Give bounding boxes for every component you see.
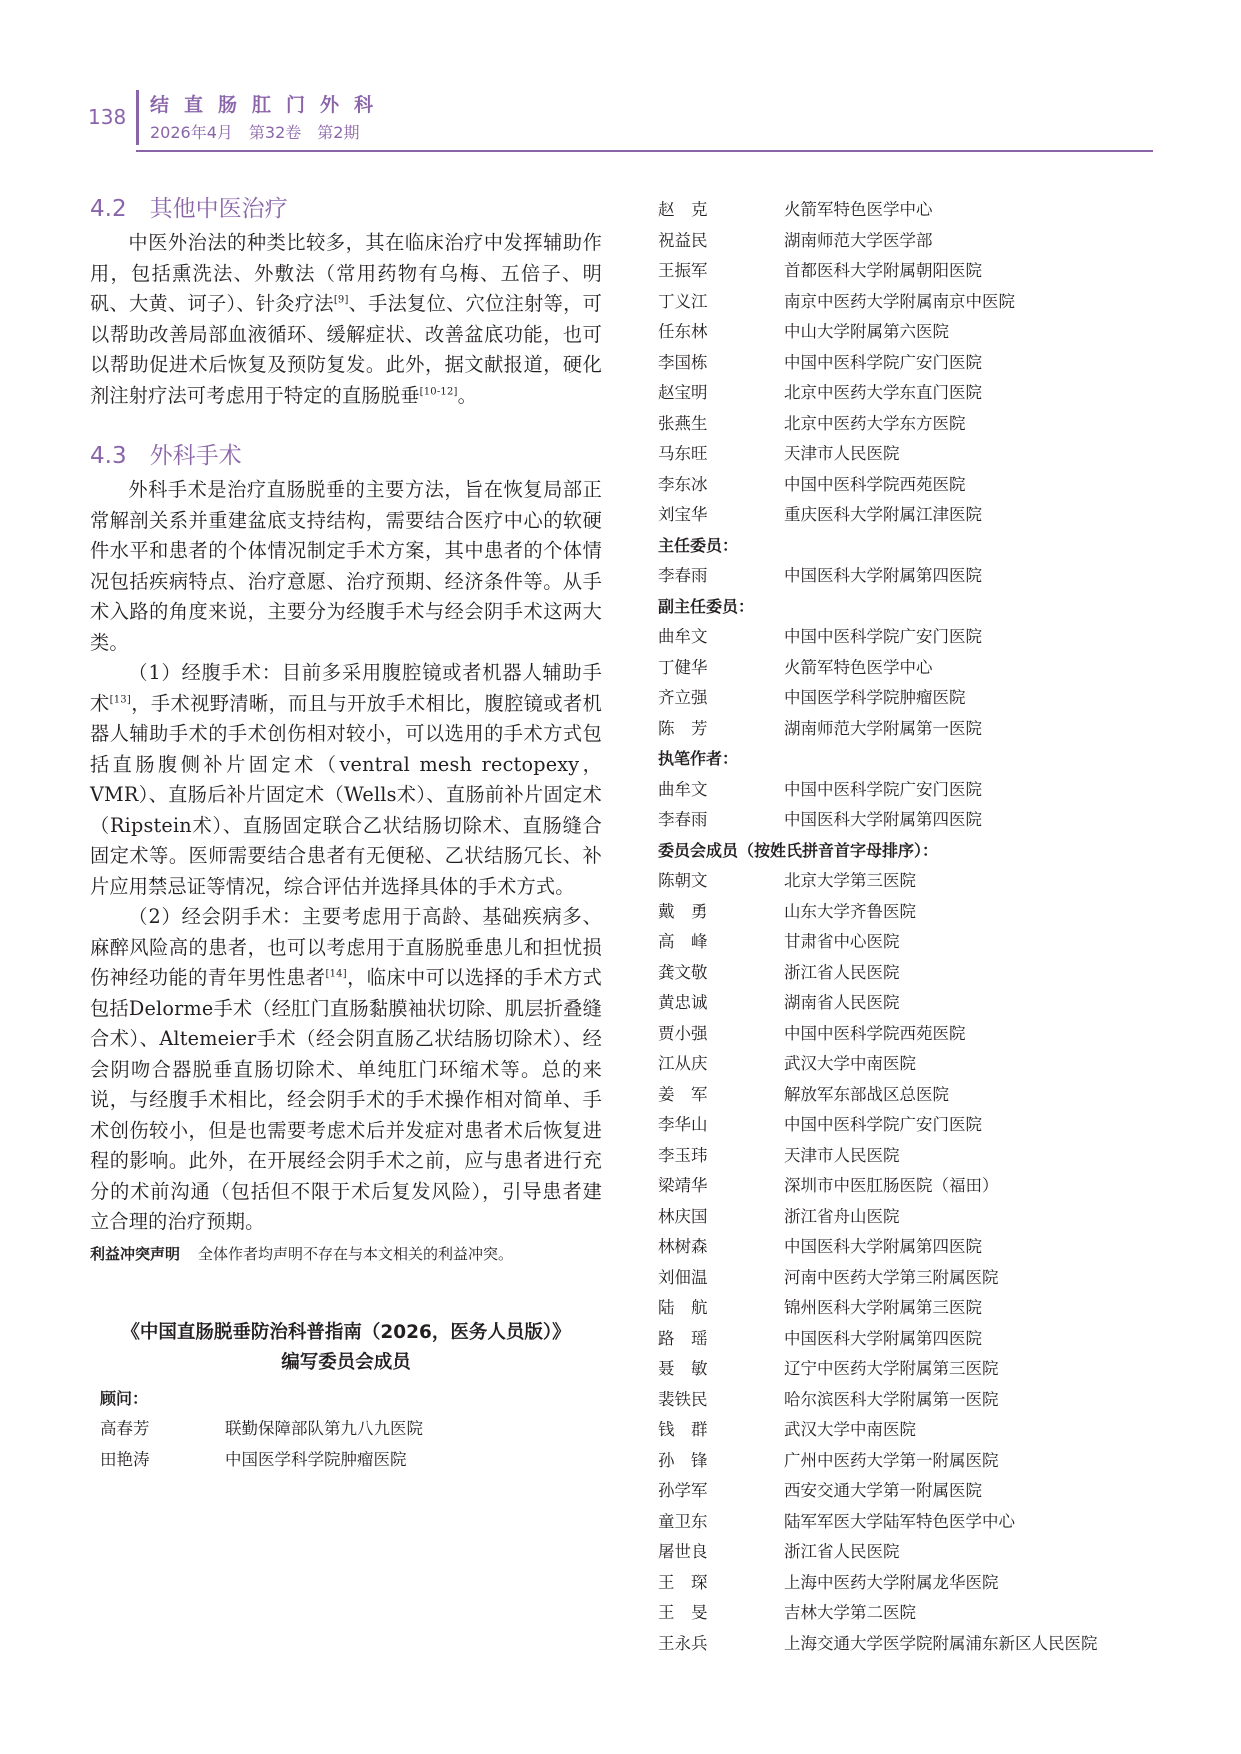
member-name: 黄忠诚 xyxy=(658,993,708,1012)
member-name: 孙学军 xyxy=(658,1481,708,1500)
conflict-text: 全体作者均声明不存在与本文相关的利益冲突。 xyxy=(198,1244,514,1263)
committee-group-label: 主任委员： xyxy=(658,535,739,555)
committee-member-row xyxy=(658,1507,1158,1538)
committee-right-list xyxy=(658,195,1158,1659)
committee-member-row xyxy=(658,348,1158,379)
member-name: 童卫东 xyxy=(658,1511,708,1531)
member-affiliation: 湖南省人民医院 xyxy=(784,993,900,1012)
body-paragraph: 外科手术是治疗直肠脱垂的主要方法，旨在恢复局部正常解剖关系并重建盆底支持结构，需要结合医疗中心的软硬件水平和患者的个体情况制定手术方案，其中患者的个体情况包括疾病特点、治疗意愿、治疗预期、经济条件等。从手术入路的角度来说，主要分为经腹手术与经会阴手术这两大类。 xyxy=(90,478,602,654)
committee-member-row xyxy=(658,775,1158,806)
committee-member-row xyxy=(658,866,1158,897)
member-affiliation: 甘肃省中心医院 xyxy=(784,932,900,951)
committee-member-row xyxy=(658,1385,1158,1416)
member-affiliation: 哈尔滨医科大学附属第一医院 xyxy=(784,1389,999,1409)
member-affiliation: 山东大学齐鲁医院 xyxy=(784,901,916,921)
member-name: 任东林 xyxy=(658,322,708,341)
page-number: 138 xyxy=(88,105,127,129)
member-name: 刘佃温 xyxy=(658,1267,708,1287)
member-affiliation: 湖南师范大学医学部 xyxy=(784,230,933,250)
member-name: 田艳涛 xyxy=(100,1449,150,1469)
member-name: 赵 克 xyxy=(658,200,708,219)
member-affiliation: 中国医科大学附属第四医院 xyxy=(784,566,982,585)
member-name: 刘宝华 xyxy=(658,505,708,524)
member-name: 路 瑶 xyxy=(658,1328,708,1348)
member-name: 聂 敏 xyxy=(658,1359,708,1378)
member-name: 孙 锋 xyxy=(658,1450,708,1470)
committee-title-line1: 《中国直肠脱垂防治科普指南（2026，医务人员版）》 xyxy=(121,1321,571,1343)
member-affiliation: 吉林大学第二医院 xyxy=(784,1603,916,1622)
committee-title xyxy=(90,1318,602,1378)
member-affiliation: 中国医学科学院肿瘤医院 xyxy=(784,688,966,707)
committee-member-row xyxy=(658,1629,1158,1660)
body-paragraph: 中医外治法的种类比较多，其在临床治疗中发挥辅助作用，包括熏洗法、外敷法（常用药物有乌梅、五倍子、明矾、大黄、诃子）、针灸疗法[9]、手法复位、穴位注射等，可以帮助改善局部血液循环、缓解症状、改善盆底功能，也可以帮助促进术后恢复及预防复发。此外，据文献报道，硬化剂注射疗法可考虑用于特定的直肠脱垂[10-12]。 xyxy=(90,231,602,407)
committee-group-label: 委员会成员（按姓氏拼音首字母排序）： xyxy=(658,840,939,860)
member-affiliation: 重庆医科大学附属江津医院 xyxy=(784,505,982,524)
header-rule xyxy=(136,150,1153,152)
committee-member-row xyxy=(658,1354,1158,1385)
committee-title-line2: 编写委员会成员 xyxy=(281,1351,411,1373)
header-divider xyxy=(136,90,139,145)
member-name: 戴 勇 xyxy=(658,901,708,921)
member-affiliation: 天津市人民医院 xyxy=(784,1145,900,1165)
committee-group-label: 副主任委员： xyxy=(658,596,755,616)
committee-member-row xyxy=(658,1476,1158,1507)
committee-member-row xyxy=(658,653,1158,684)
member-affiliation: 浙江省舟山医院 xyxy=(784,1206,900,1226)
member-affiliation: 上海交通大学医学院附属浦东新区人民医院 xyxy=(784,1633,1098,1653)
conflict-label: 利益冲突声明 xyxy=(90,1244,181,1263)
member-name: 姜 军 xyxy=(658,1084,708,1104)
committee-member-row xyxy=(658,1568,1158,1599)
member-affiliation: 中国中医科学院广安门医院 xyxy=(784,779,982,799)
member-affiliation: 广州中医药大学第一附属医院 xyxy=(784,1450,999,1470)
conflict-statement xyxy=(90,1242,602,1266)
member-affiliation: 南京中医药大学附属南京中医院 xyxy=(784,291,1015,311)
member-name: 林树森 xyxy=(658,1237,708,1256)
member-name: 龚文敬 xyxy=(658,962,708,982)
member-name: 裴铁民 xyxy=(658,1389,708,1409)
member-name: 张燕生 xyxy=(658,413,708,433)
committee-member-row xyxy=(658,1232,1158,1263)
member-affiliation: 中国中医科学院广安门医院 xyxy=(784,352,982,372)
member-affiliation: 火箭军特色医学中心 xyxy=(784,200,933,219)
member-affiliation: 中国中医科学院广安门医院 xyxy=(784,627,982,646)
member-name: 王 旻 xyxy=(658,1603,708,1622)
committee-member-row xyxy=(658,1019,1158,1050)
body-paragraph: （1）经腹手术：目前多采用腹腔镜或者机器人辅助手术[13]，手术视野清晰，而且与开放手术相比，腹腔镜或者机器人辅助手术的手术创伤相对较小，可以选用的手术方式包括直肠腹侧补片固定术（ventral mesh rectopexy，VMR）、直肠后补片固定术（Wells术）、直肠前补片固定术（Ripstein术）、直肠固定联合乙状结肠切除术、直肠缝合固定术等。医师需要结合患者有无便秘、乙状结肠冗长、补片应用禁忌证等情况，综合评估并选择具体的手术方式。 xyxy=(90,661,602,898)
committee-member-row xyxy=(658,256,1158,287)
committee-member-row xyxy=(658,500,1158,531)
member-name: 高 峰 xyxy=(658,932,708,951)
member-name: 屠世良 xyxy=(658,1542,708,1561)
committee-left-list xyxy=(90,1384,602,1476)
journal-title: 结直肠肛门外科 xyxy=(150,94,389,116)
member-name: 丁健华 xyxy=(658,657,708,677)
member-name: 钱 群 xyxy=(658,1420,708,1439)
committee-member-row xyxy=(658,1324,1158,1355)
committee-member-row xyxy=(658,1537,1158,1568)
committee-member-row xyxy=(658,378,1158,409)
committee-member-row xyxy=(658,683,1158,714)
member-name: 陈 芳 xyxy=(658,718,708,738)
member-affiliation: 锦州医科大学附属第三医院 xyxy=(784,1298,982,1317)
member-name: 陆 航 xyxy=(658,1298,708,1317)
member-name: 李玉玮 xyxy=(658,1145,708,1165)
member-name: 王永兵 xyxy=(658,1633,708,1653)
member-affiliation: 解放军东部战区总医院 xyxy=(784,1084,949,1104)
committee-member-row xyxy=(658,439,1158,470)
committee-member-row xyxy=(658,805,1158,836)
member-affiliation: 辽宁中医药大学附属第三医院 xyxy=(784,1359,999,1378)
member-name: 祝益民 xyxy=(658,230,708,250)
committee-member-row xyxy=(658,622,1158,653)
member-affiliation: 武汉大学中南医院 xyxy=(784,1420,916,1439)
member-name: 丁义江 xyxy=(658,291,708,311)
committee-member-row xyxy=(658,988,1158,1019)
committee-member-row xyxy=(658,287,1158,318)
member-affiliation: 上海中医药大学附属龙华医院 xyxy=(784,1572,999,1592)
member-name: 高春芳 xyxy=(100,1419,150,1438)
committee-group-label: 顾问： xyxy=(100,1388,149,1408)
committee-member-row xyxy=(658,226,1158,257)
committee-member-row xyxy=(658,1263,1158,1294)
member-affiliation: 武汉大学中南医院 xyxy=(784,1054,916,1073)
member-affiliation: 中国医学科学院肿瘤医院 xyxy=(225,1449,407,1469)
committee-member-row xyxy=(658,1141,1158,1172)
committee-member-row xyxy=(658,1598,1158,1629)
member-name: 曲牟文 xyxy=(658,779,708,799)
member-name: 李华山 xyxy=(658,1115,708,1134)
section-heading: 4.3 外科手术 xyxy=(90,443,242,469)
committee-member-row xyxy=(658,317,1158,348)
member-affiliation: 中国医科大学附属第四医院 xyxy=(784,810,982,829)
member-affiliation: 中国中医科学院西苑医院 xyxy=(784,1023,966,1043)
committee-member-row xyxy=(658,470,1158,501)
committee-member-row xyxy=(658,561,1158,592)
committee-member-row xyxy=(658,195,1158,226)
member-name: 李春雨 xyxy=(658,810,708,829)
member-affiliation: 中国医科大学附属第四医院 xyxy=(784,1328,982,1348)
member-affiliation: 中国中医科学院西苑医院 xyxy=(784,474,966,494)
member-affiliation: 中国中医科学院广安门医院 xyxy=(784,1115,982,1134)
committee-group-label: 执笔作者： xyxy=(658,749,739,768)
committee-member-row xyxy=(658,1171,1158,1202)
member-affiliation: 北京中医药大学东方医院 xyxy=(784,413,966,433)
member-affiliation: 联勤保障部队第九八九医院 xyxy=(225,1419,423,1438)
member-name: 马东旺 xyxy=(658,444,708,463)
member-name: 赵宝明 xyxy=(658,383,708,402)
committee-member-row xyxy=(658,714,1158,745)
member-affiliation: 天津市人民医院 xyxy=(784,444,900,463)
member-affiliation: 中国医科大学附属第四医院 xyxy=(784,1237,982,1256)
member-affiliation: 河南中医药大学第三附属医院 xyxy=(784,1267,999,1287)
member-name: 林庆国 xyxy=(658,1206,708,1226)
member-affiliation: 深圳市中医肛肠医院（福田） xyxy=(784,1176,999,1195)
issue-info: 2026年4月 第32卷 第2期 xyxy=(150,123,360,142)
committee-member-row xyxy=(658,958,1158,989)
member-affiliation: 西安交通大学第一附属医院 xyxy=(784,1481,982,1500)
member-affiliation: 北京中医药大学东直门医院 xyxy=(784,383,982,402)
member-name: 贾小强 xyxy=(658,1023,708,1043)
member-name: 江从庆 xyxy=(658,1054,708,1073)
member-name: 李东冰 xyxy=(658,474,708,494)
body-paragraph: （2）经会阴手术：主要考虑用于高龄、基础疾病多、麻醉风险高的患者，也可以考虑用于直肠脱垂患儿和担忧损伤神经功能的青年男性患者[14]，临床中可以选择的手术方式包括Delorme手术（经肛门直肠黏膜袖状切除、肌层折叠缝合术）、Altemeier手术（经会阴直肠乙状结肠切除术）、经会阴吻合器脱垂直肠切除术、单纯肛门环缩术等。总的来说，与经腹手术相比，经会阴手术的手术操作相对简单、手术创伤较小，但是也需要考虑术后并发症对患者术后恢复进程的影响。此外，在开展经会阴手术之前，应与患者进行充分的术前沟通（包括但不限于术后复发风险），引导患者建立合理的治疗预期。 xyxy=(90,905,602,1233)
member-affiliation: 湖南师范大学附属第一医院 xyxy=(784,718,982,738)
member-affiliation: 浙江省人民医院 xyxy=(784,1542,900,1561)
member-affiliation: 浙江省人民医院 xyxy=(784,962,900,982)
member-name: 李春雨 xyxy=(658,566,708,585)
committee-member-row xyxy=(658,409,1158,440)
member-name: 曲牟文 xyxy=(658,627,708,646)
section-heading: 4.2 其他中医治疗 xyxy=(90,196,288,222)
committee-member-row xyxy=(658,1110,1158,1141)
article-sections xyxy=(90,190,602,1238)
committee-member-row xyxy=(658,927,1158,958)
member-affiliation: 中山大学附属第六医院 xyxy=(784,322,949,341)
committee-member-row xyxy=(658,1415,1158,1446)
committee-member-row xyxy=(658,1446,1158,1477)
member-affiliation: 陆军军医大学陆军特色医学中心 xyxy=(784,1511,1015,1531)
committee-member-row xyxy=(658,897,1158,928)
committee-member-row xyxy=(658,1049,1158,1080)
committee-member-row xyxy=(90,1445,602,1476)
member-name: 王 琛 xyxy=(658,1572,708,1592)
committee-member-row xyxy=(90,1414,602,1445)
member-name: 齐立强 xyxy=(658,688,708,707)
left-column xyxy=(90,190,602,1475)
member-affiliation: 火箭军特色医学中心 xyxy=(784,657,933,677)
member-affiliation: 首都医科大学附属朝阳医院 xyxy=(784,261,982,280)
member-name: 李国栋 xyxy=(658,352,708,372)
committee-member-row xyxy=(658,1293,1158,1324)
member-affiliation: 北京大学第三医院 xyxy=(784,871,916,890)
member-name: 梁靖华 xyxy=(658,1176,708,1195)
member-name: 陈朝文 xyxy=(658,871,708,890)
member-name: 王振军 xyxy=(658,261,708,280)
committee-member-row xyxy=(658,1202,1158,1233)
committee-member-row xyxy=(658,1080,1158,1111)
